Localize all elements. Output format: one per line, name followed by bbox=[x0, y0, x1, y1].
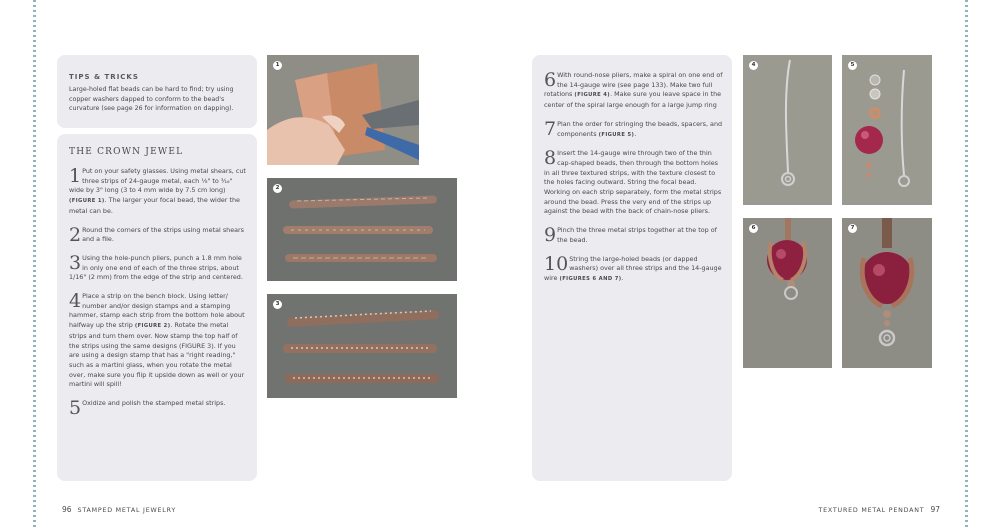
step-number: 5 bbox=[69, 397, 82, 420]
fully-stamped-strips-illustration bbox=[267, 294, 457, 398]
figure-reference: (FIGURE 5) bbox=[598, 131, 635, 138]
steps-continued-box bbox=[532, 55, 732, 481]
left-footer bbox=[62, 505, 176, 514]
step-body-continued: . bbox=[634, 129, 637, 138]
tips-box bbox=[57, 55, 257, 128]
figure-reference: (FIGURES 6 AND 7) bbox=[559, 275, 622, 282]
step-body: Oxidize and polish the stamped metal strips. bbox=[82, 399, 226, 408]
step-number: 8 bbox=[544, 147, 557, 170]
step-3 bbox=[69, 251, 247, 283]
figure-2-photo bbox=[267, 178, 457, 281]
step-number: 3 bbox=[69, 251, 82, 274]
step-number: 6 bbox=[544, 69, 557, 91]
figure-reference: (FIGURE 2) bbox=[134, 323, 171, 330]
figure-4-photo bbox=[743, 55, 832, 205]
hand-cutting-metal-illustration bbox=[267, 55, 419, 165]
figure-reference: (FIGURE 1) bbox=[69, 198, 105, 205]
step-text bbox=[544, 226, 724, 245]
step-5 bbox=[69, 397, 247, 420]
step-number: 9 bbox=[544, 224, 557, 247]
right-footer bbox=[818, 505, 940, 514]
step-text bbox=[544, 71, 724, 111]
step-text bbox=[69, 167, 247, 217]
right-page-number: 97 bbox=[930, 505, 940, 514]
step-body: Place a strip on the bench block. Using letter/ number and/or design stamps and a stamping hammer, stamp each strip from the bottom hole about halfway up the strip bbox=[69, 292, 245, 330]
crown-step-list bbox=[69, 165, 247, 420]
figure-5-badge: 5 bbox=[848, 61, 857, 70]
crown-jewel-title: THE CROWN JEWEL bbox=[69, 147, 184, 157]
step-body: Using the hole-punch pliers, punch a 1.8 mm hole in only one end of each of the three strips, about 1/16" (2 mm) from the edge of the strip and centered. bbox=[69, 253, 243, 282]
figure-6-photo bbox=[743, 218, 832, 368]
figure-7-badge: 7 bbox=[848, 224, 857, 233]
step-8 bbox=[544, 149, 724, 217]
step-1 bbox=[69, 167, 247, 217]
step-body: Round the corners of the strips using metal shears and a file. bbox=[82, 225, 245, 244]
figure-3-badge: 3 bbox=[273, 300, 282, 309]
figure-7-photo bbox=[842, 218, 932, 368]
left-page-number: 96 bbox=[62, 505, 72, 514]
figure-reference: (FIGURE 4) bbox=[574, 92, 611, 99]
step-number: 2 bbox=[69, 223, 82, 246]
step-number: 10 bbox=[544, 252, 569, 275]
step-2 bbox=[69, 223, 247, 246]
stamped-strips-illustration bbox=[267, 178, 457, 281]
step-10 bbox=[544, 252, 724, 285]
step-body-continued: . Rotate the metal strips and turn them over. Now stamp the top half of the strips using the same designs (FIGURE 3). If you are using a design stamp that has a "right reading," such as a martini glass, when you rotate the metal over, make sure you flip it upside down as well or your martini will spill! bbox=[69, 321, 245, 389]
figure-3-photo bbox=[267, 294, 457, 398]
assembled-pendant-front-illustration bbox=[842, 218, 932, 368]
left-running-title: STAMPED METAL JEWELRY bbox=[77, 507, 177, 514]
step-6 bbox=[544, 71, 724, 111]
right-step-list bbox=[544, 71, 724, 285]
right-running-title: TEXTURED METAL PENDANT bbox=[818, 507, 925, 514]
step-body: Insert the 14-gauge wire through two of the thin cap-shaped beads, then through the bottom holes in all three textured strips, with the texture closest to the holes facing outward. String the focal bead. Working on each strip separately, form the metal strips around the bead. Press the very end of the strips up against the bead with the back of chain-nose pliers. bbox=[544, 149, 722, 216]
step-body: String the large-holed beads (or dapped washers) over all three strips and the 14-gauge wire bbox=[544, 254, 722, 282]
right-stitch-border bbox=[965, 0, 968, 530]
step-body: Put on your safety glasses. Using metal shears, cut three strips of 24-gauge metal, each ⅛" to ³⁄₁₆" wide by 3" long (3 to 4 mm wide by 7.5 cm long) bbox=[69, 167, 246, 195]
step-number: 4 bbox=[69, 290, 82, 313]
step-body: Plan the order for stringing the beads, spacers, and components bbox=[557, 119, 723, 138]
step-text bbox=[69, 251, 247, 283]
tips-text: Large-holed flat beads can be hard to find; try using copper washers dapped to conform to the bead's curvature (see page 26 for information on dapping). bbox=[69, 86, 234, 112]
figure-5-photo bbox=[842, 55, 932, 205]
assembled-pendant-side-illustration bbox=[743, 218, 832, 368]
step-body-continued: . Make sure you leave space in the center of the spiral large enough for a large jump ring bbox=[544, 90, 722, 110]
step-7 bbox=[544, 117, 724, 140]
step-body: Pinch the three metal strips together at the top of the bead. bbox=[557, 226, 717, 244]
wire-spiral-illustration bbox=[743, 55, 832, 205]
figure-4-badge: 4 bbox=[749, 61, 758, 70]
step-number: 1 bbox=[69, 165, 82, 187]
bead-stringing-order-illustration bbox=[842, 55, 932, 205]
step-4 bbox=[69, 292, 247, 390]
figure-2-badge: 2 bbox=[273, 184, 282, 193]
step-text bbox=[544, 117, 724, 140]
step-text bbox=[544, 252, 724, 285]
tips-heading: TIPS & TRICKS bbox=[69, 73, 139, 81]
step-text bbox=[69, 397, 247, 420]
crown-jewel-box bbox=[57, 134, 257, 481]
step-body: With round-nose pliers, make a spiral on one end of the 14-gauge wire (see page 133). Make two full rotations bbox=[544, 71, 723, 99]
step-number: 7 bbox=[544, 117, 557, 140]
step-text bbox=[69, 292, 247, 390]
step-9 bbox=[544, 226, 724, 245]
figure-1-photo bbox=[267, 55, 419, 165]
step-body-continued: . The larger your focal bead, the wider the metal can be. bbox=[69, 196, 240, 215]
figure-1-badge: 1 bbox=[273, 61, 282, 70]
step-text bbox=[544, 149, 724, 217]
step-text bbox=[69, 223, 247, 246]
left-stitch-border bbox=[33, 0, 36, 530]
step-body-continued: . bbox=[621, 273, 624, 282]
figure-6-badge: 6 bbox=[749, 224, 758, 233]
